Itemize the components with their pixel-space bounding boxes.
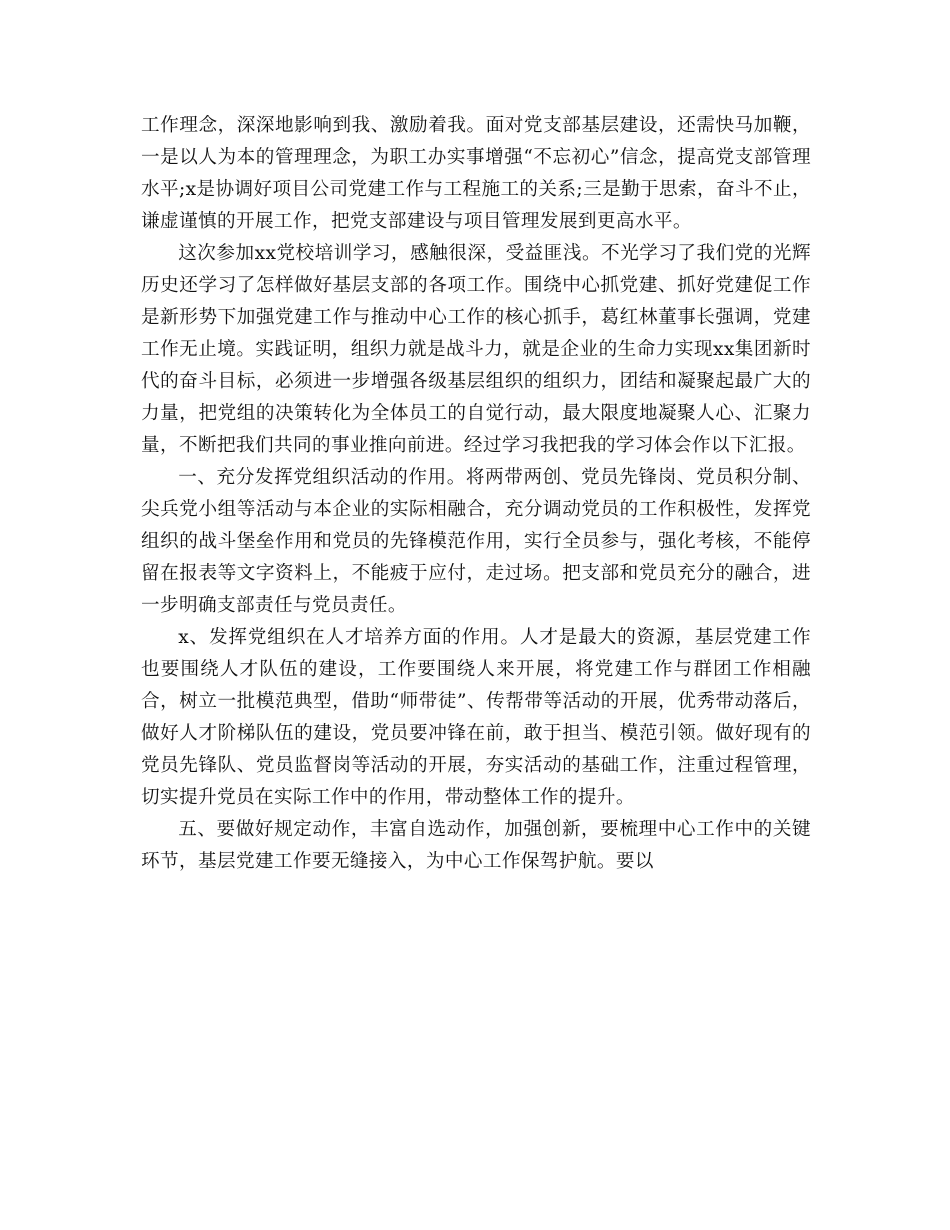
document-page xyxy=(141,110,811,878)
paragraph-4: x、发挥党组织在人才培养方面的作用。人才是最大的资源，基层党建工作也要围绕人才队伍的建设，工作要围绕人来开展，将党建工作与群团工作相融合，树立一批模范典型，借助“师带徒”、传帮带等活动的开展，优秀带动落后，做好人才阶梯队伍的建设，党员要冲锋在前，敢于担当、模范引领。做好现有的党员先锋队、党员监督岗等活动的开展，夯实活动的基础工作，注重过程管理，切实提升党员在实际工作中的作用，带动整体工作的提升。 xyxy=(141,627,811,808)
paragraph-5: 五、要做好规定动作，丰富自选动作，加强创新，要梳理中心工作中的关键环节，基层党建工作要无缝接入，为中心工作保驾护航。要以 xyxy=(141,819,811,872)
paragraph-2: 这次参加xx党校培训学习，感触很深，受益匪浅。不光学习了我们党的光辉历史还学习了怎样做好基层支部的各项工作。围绕中心抓党建、抓好党建促工作是新形势下加强党建工作与推动中心工作的核心抓手，葛红林董事长强调，党建工作无止境。实践证明，组织力就是战斗力，就是企业的生命力实现xx集团新时代的奋斗目标，必须进一步增强各级基层组织的组织力，团结和凝聚起最广大的力量，把党组的决策转化为全体员工的自觉行动，最大限度地凝聚人心、汇聚力量，不断把我们共同的事业推向前进。经过学习我把我的学习体会作以下汇报。 xyxy=(141,243,811,456)
paragraph-3: 一、充分发挥党组织活动的作用。将两带两创、党员先锋岗、党员积分制、尖兵党小组等活动与本企业的实际相融合，充分调动党员的工作积极性，发挥党组织的战斗堡垒作用和党员的先锋模范作用，实行全员参与，强化考核，不能停留在报表等文字资料上，不能疲于应付，走过场。把支部和党员充分的融合，进一步明确支部责任与党员责任。 xyxy=(141,467,811,616)
paragraph-1: 工作理念，深深地影响到我、激励着我。面对党支部基层建设，还需快马加鞭，一是以人为本的管理理念，为职工办实事增强“不忘初心”信念，提高党支部管理水平;x是协调好项目公司党建工作与工程施工的关系;三是勤于思索，奋斗不止，谦虚谨慎的开展工作，把党支部建设与项目管理发展到更高水平。 xyxy=(141,115,812,232)
